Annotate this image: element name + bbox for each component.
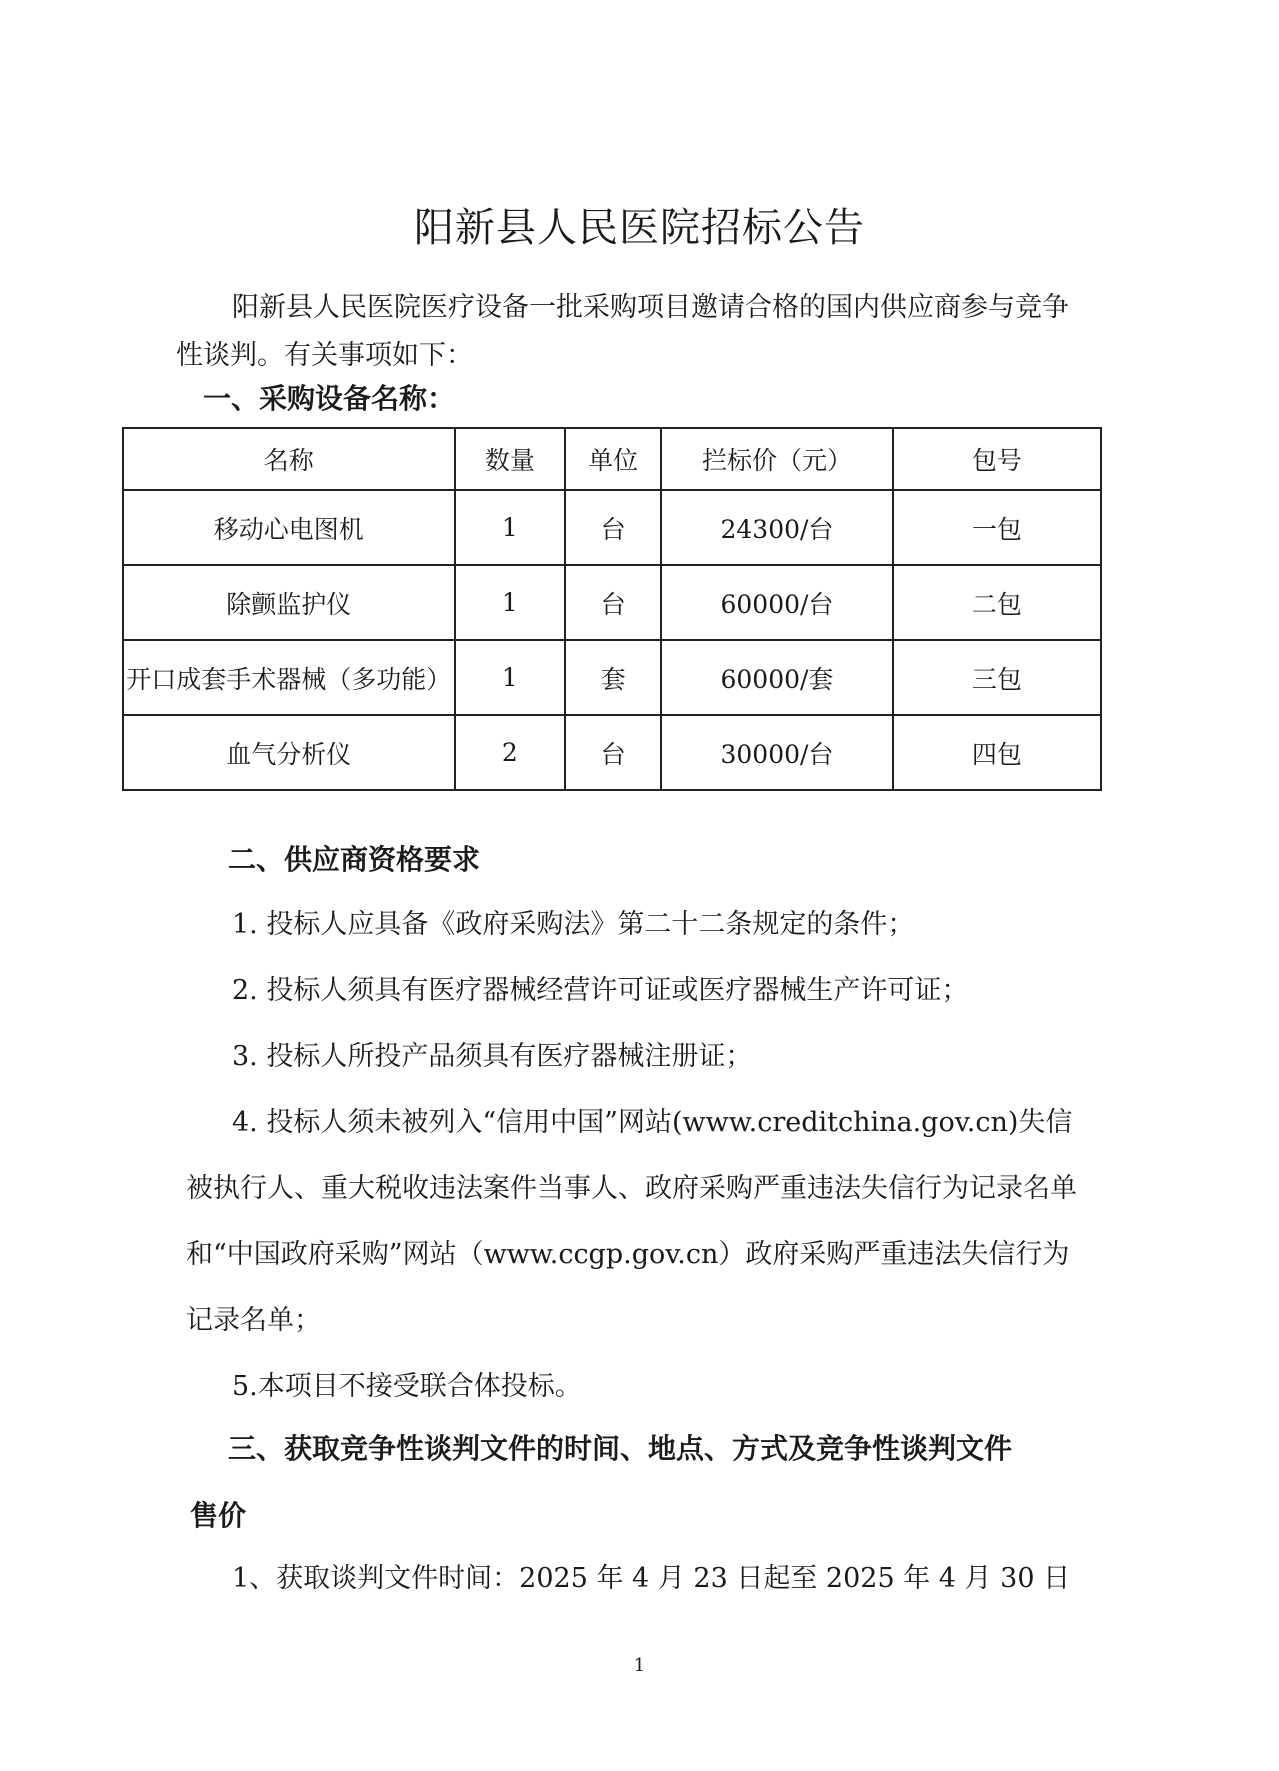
cell-name: 血气分析仪: [123, 715, 455, 790]
section-heading-qualifications: 二、供应商资格要求: [228, 843, 481, 876]
cell-unit: 台: [565, 715, 661, 790]
cell-unit: 台: [565, 490, 661, 565]
cell-package: 四包: [893, 715, 1101, 790]
cell-price: 24300/台: [661, 490, 893, 565]
table-row: [123, 565, 1101, 640]
table-row: [123, 490, 1101, 565]
cell-quantity: 2: [455, 715, 566, 790]
header-name: 名称: [123, 428, 455, 490]
requirement-item: 2. 投标人须具有医疗器械经营许可证或医疗器械生产许可证；: [232, 975, 969, 1006]
requirement-item: 5.本项目不接受联合体投标。: [232, 1371, 582, 1402]
cell-quantity: 1: [455, 490, 566, 565]
document-time-item: 1、获取谈判文件时间：2025 年 4 月 23 日起至 2025 年 4 月 30 日: [232, 1563, 1071, 1594]
header-package: 包号: [893, 428, 1101, 490]
cell-name: 除颤监护仪: [123, 565, 455, 640]
table-header-row: [123, 428, 1101, 490]
table-row: [123, 640, 1101, 715]
cell-name: 移动心电图机: [123, 490, 455, 565]
cell-price: 30000/台: [661, 715, 893, 790]
cell-price: 60000/套: [661, 640, 893, 715]
cell-package: 一包: [893, 490, 1101, 565]
header-unit: 单位: [565, 428, 661, 490]
cell-unit: 套: [565, 640, 661, 715]
section-heading-documents-cont: 售价: [190, 1499, 247, 1532]
cell-name: 开口成套手术器械（多功能）: [123, 640, 455, 715]
requirement-item: 1. 投标人应具备《政府采购法》第二十二条规定的条件；: [232, 909, 915, 940]
cell-price: 60000/台: [661, 565, 893, 640]
section-heading-documents: 三、获取竞争性谈判文件的时间、地点、方式及竞争性谈判文件: [228, 1432, 1013, 1465]
header-quantity: 数量: [455, 428, 566, 490]
equipment-table: [122, 427, 1102, 791]
document-title: 阳新县人民医院招标公告: [414, 205, 865, 251]
section-heading-equipment: 一、采购设备名称：: [203, 382, 456, 415]
intro-paragraph: 阳新县人民医院医疗设备一批采购项目邀请合格的国内供应商参与竞争性谈判。有关事项如下：: [176, 292, 1069, 371]
requirement-item: 4. 投标人须未被列入“信用中国”网站(www.creditchina.gov.cn)失信被执行人、重大税收违法案件当事人、政府采购严重违法失信行为记录名单和“中国政府采购”网站（www.ccgp.gov.cn）政府采购严重违法失信行为记录名单；: [186, 1107, 1077, 1336]
cell-quantity: 1: [455, 565, 566, 640]
cell-package: 三包: [893, 640, 1101, 715]
requirement-item: 3. 投标人所投产品须具有医疗器械注册证；: [232, 1041, 753, 1072]
table-row: [123, 715, 1101, 790]
header-price: 拦标价（元）: [661, 428, 893, 490]
cell-package: 二包: [893, 565, 1101, 640]
page-number: 1: [633, 1655, 646, 1676]
cell-quantity: 1: [455, 640, 566, 715]
cell-unit: 台: [565, 565, 661, 640]
